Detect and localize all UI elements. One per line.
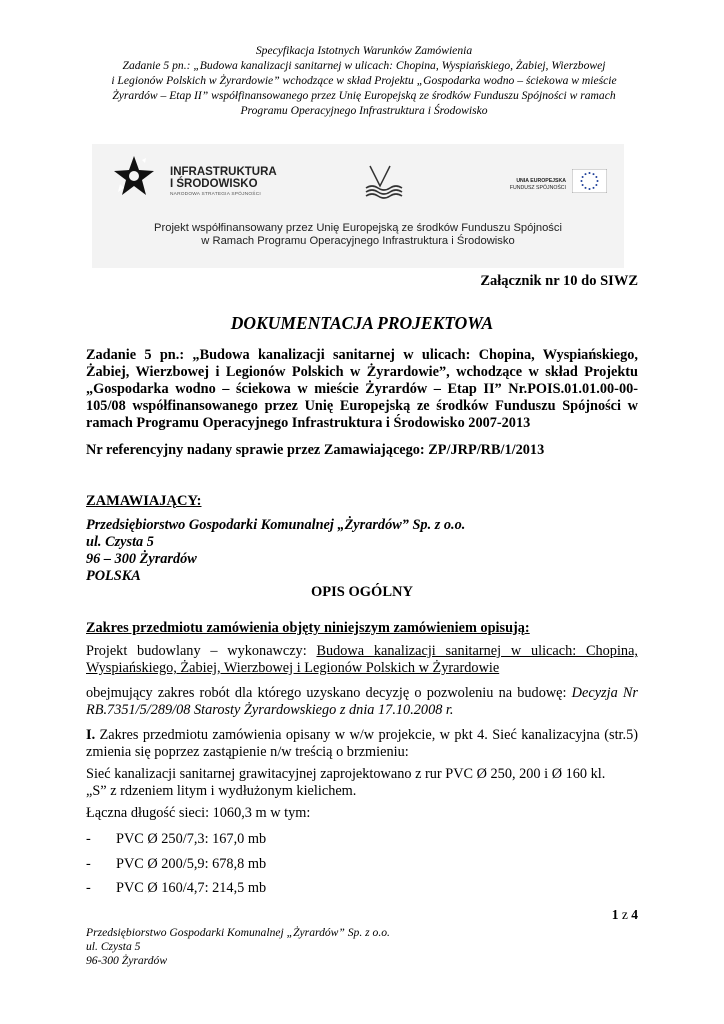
pgk-waves-logo-icon [362,160,406,200]
address-line: ul. Czysta 5 [86,534,154,550]
permit-paragraph [86,685,638,719]
list-dash: - [86,880,91,896]
header-line: Programu Operacyjnego Infrastruktura i Środowisko [240,104,488,117]
funding-logo-band [92,144,624,268]
address-line: POLSKA [86,568,141,584]
scope-heading: Zakres przedmiotu zamówienia objęty niniejszym zamówieniem opisują: [86,620,530,636]
general-description-heading: OPIS OGÓLNY [311,584,413,600]
paragraph-text: obejmujący zakres robót dla którego uzyskano decyzję o pozwoleniu na budowę: [86,685,572,701]
design-project-paragraph [86,643,638,677]
paragraph-text: Zakres przedmiotu zamówienia opisany w w/w projekcie, w pkt 4. Sieć kanalizacyjna (str.5) zmienia się poprzez zastąpienie n/w treścią o brzmieniu: [86,727,638,760]
page-current: 1 [611,907,619,922]
page-number [612,907,638,923]
logo-title-line: I ŚRODOWISKO [170,178,258,190]
header-line: i Legionów Polskich w Żyrardowie” wchodzące w skład Projektu „Gospodarka wodno – ściekowa w mieście [111,74,617,87]
infrastruktura-logo-text [170,166,277,190]
list-text: PVC Ø 250/7,3: 167,0 mb [116,831,267,847]
task-description: Zadanie 5 pn.: „Budowa kanalizacji sanitarnej w ulicach: Chopina, Wyspiańskiego, Żabiej, Wierzbowej i Legionów Polskich w Żyrardowie”, wchodzące w skład Projektu „Gospodarka wodno – ściekowa w mieście Żyrardów – Etap II” Nr.POIS.01.01.00-00-105/08 współfinansowanego przez Unię Europejską ze środków Funduszu Spójności w ramach Programu Operacyjnego Infrastruktura i Środowisko 2007-2013 [86,347,638,431]
paragraph-line: „S” z rdzeniem litym i wydłużonym kielichem. [86,783,357,799]
total-length-paragraph: Łączna długość sieci: 1060,3 m w tym: [86,805,311,821]
header-line: Zadanie 5 pn.: „Budowa kanalizacji sanitarnej w ulicach: Chopina, Wyspiańskiego, Żabiej, Wierzbowej [122,59,606,72]
list-text: PVC Ø 160/4,7: 214,5 mb [116,880,267,896]
page-total: 4 [631,907,638,922]
page-separator: z [618,907,632,922]
permit-decision: Decyzja Nr RB.7351/5/289/08 Starosty Żyrardowskiego z dnia 17.10.2008 r. [86,685,638,718]
paragraph-text: Projekt budowlany – wykonawczy: [86,643,317,659]
project-name: Budowa kanalizacji sanitarnej w ulicach: Chopina, Wyspiańskiego, Żabiej, Wierzbowej i Legionów Polskich w Żyrardowie [86,643,638,676]
header-line: Żyrardów – Etap II” współfinansowanego przez Unię Europejską ze środków Funduszu Spójności w ramach [112,89,616,102]
header-line: Specyfikacja Istotnych Warunków Zamówienia [255,44,473,57]
eu-logo-text [480,178,566,192]
footer-line: 96-300 Żyrardów [86,954,168,967]
cofinancing-caption [92,222,624,248]
logo-title-line: INFRASTRUKTURA [170,166,277,178]
eu-flag-icon [572,169,607,193]
address-line: Przedsiębiorstwo Gospodarki Komunalnej „Żyrardów” Sp. z o.o. [86,517,466,533]
caption-line: Projekt współfinansowany przez Unię Europejską ze środków Funduszu Spójności [154,222,562,234]
infrastruktura-star-logo-icon [112,154,156,198]
list-dash: - [86,856,91,872]
contracting-authority-address [86,517,465,585]
running-header [80,43,648,118]
list-text: PVC Ø 200/5,9: 678,8 mb [116,856,267,872]
contracting-authority-heading: ZAMAWIAJĄCY: [86,493,202,509]
change-paragraph [86,727,638,761]
footer-line: ul. Czysta 5 [86,940,141,953]
section-number: I. [86,727,96,743]
caption-line: w Ramach Programu Operacyjnego Infrastruktura i Środowisko [201,235,515,247]
logo-subtitle: NARODOWA STRATEGIA SPÓJNOŚCI [170,192,261,197]
page-footer [86,926,390,968]
eu-line: UNIA EUROPEJSKA [516,178,566,184]
reference-number: Nr referencyjny nadany sprawie przez Zamawiającego: ZP/JRP/RB/1/2013 [86,442,545,458]
attachment-label: Załącznik nr 10 do SIWZ [480,273,638,289]
network-paragraph [86,766,638,800]
paragraph-line: Sieć kanalizacji sanitarnej grawitacyjnej zaprojektowano z rur PVC Ø 250, 200 i Ø 160 kl. [86,766,606,782]
document-title: DOKUMENTACJA PROJEKTOWA [230,313,494,333]
list-dash: - [86,831,91,847]
footer-line: Przedsiębiorstwo Gospodarki Komunalnej „Żyrardów” Sp. z o.o. [86,926,390,939]
address-line: 96 – 300 Żyrardów [86,551,197,567]
eu-line: FUNDUSZ SPÓJNOŚCI [509,185,566,191]
